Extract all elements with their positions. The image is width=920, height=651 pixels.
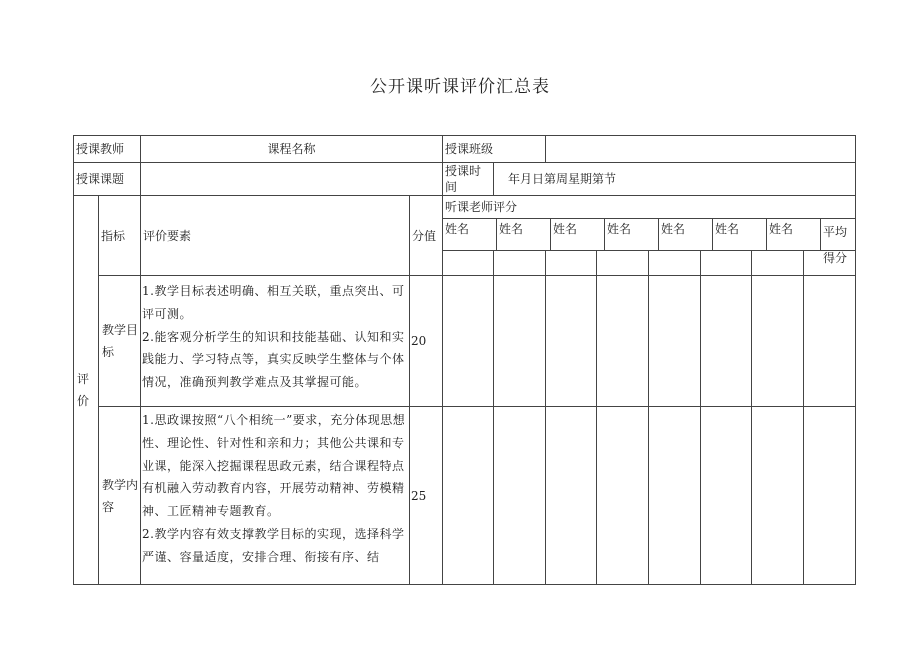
name-header-4: 姓名 <box>605 219 659 250</box>
rating-cell[interactable] <box>494 407 546 585</box>
class-label: 授课班级 <box>443 136 546 163</box>
listener-group <box>443 196 856 265</box>
rating-cell[interactable] <box>546 276 597 407</box>
avg-cell[interactable] <box>804 276 856 407</box>
indicator-cell: 教学内容 <box>99 407 141 585</box>
time-label: 授课时间 <box>443 163 494 196</box>
header-row-2 <box>74 163 856 196</box>
name-header-1: 姓名 <box>443 219 497 250</box>
rating-cell[interactable] <box>649 407 701 585</box>
criteria-cell: 1.思政课按照“八个相统一”要求，充分体现思想性、理论性、针对性和亲和力；其他公共课和专业课，能深入挖掘课程思政元素，结合课程特点有机融入劳动教育内容，开展劳动精神、劳模精神、工匠精神专题教育。 2.教学内容有效支撑教学目标的实现，选择科学严谨、容量适度，安排合理、衔接有序、结 <box>141 407 410 585</box>
page-title: 公开课听课评价汇总表 <box>370 77 550 97</box>
rating-cell[interactable] <box>649 276 701 407</box>
name-entry-2[interactable] <box>494 251 546 276</box>
score-header: 分值 <box>410 196 443 276</box>
name-header-7: 姓名 <box>767 219 821 250</box>
class-value[interactable] <box>546 136 856 163</box>
rating-cell[interactable] <box>597 407 649 585</box>
criteria-header: 评价要素 <box>141 196 410 276</box>
rating-cell[interactable] <box>597 276 649 407</box>
name-entry-6[interactable] <box>701 251 752 276</box>
rating-cell[interactable] <box>443 407 494 585</box>
score-cell: 20 <box>410 276 443 407</box>
name-header-strip <box>443 219 855 265</box>
name-entry-5[interactable] <box>649 251 701 276</box>
rating-cell[interactable] <box>752 276 804 407</box>
avg-header: 平均得分 <box>823 225 848 265</box>
eval-section-label: 评价 <box>74 196 99 585</box>
name-header-5: 姓名 <box>659 219 713 250</box>
name-header-6: 姓名 <box>713 219 767 250</box>
evaluation-table <box>73 135 856 585</box>
avg-cell[interactable] <box>804 407 856 585</box>
name-header-2: 姓名 <box>497 219 551 250</box>
name-header-3: 姓名 <box>551 219 605 250</box>
table-row <box>74 407 856 585</box>
name-entry-4[interactable] <box>597 251 649 276</box>
score-cell: 25 <box>410 407 443 585</box>
name-entry-3[interactable] <box>546 251 597 276</box>
listener-group-label: 听课老师评分 <box>443 196 855 219</box>
rating-cell[interactable] <box>546 407 597 585</box>
topic-label: 授课课题 <box>74 163 141 196</box>
course-name-label: 课程名称 <box>141 136 443 163</box>
column-header-row <box>74 196 856 251</box>
rating-cell[interactable] <box>701 407 752 585</box>
time-value: 年月日第周星期第节 <box>494 163 856 196</box>
table-row <box>74 276 856 407</box>
rating-cell[interactable] <box>443 276 494 407</box>
name-entry-7[interactable] <box>752 251 804 276</box>
topic-value[interactable] <box>141 163 443 196</box>
name-entry-1[interactable] <box>443 251 494 276</box>
header-row-1 <box>74 136 856 163</box>
teacher-label: 授课教师 <box>74 136 141 163</box>
criteria-cell: 1.教学目标表述明确、相互关联，重点突出、可评可测。 2.能客观分析学生的知识和技能基础、认知和实践能力、学习特点等，真实反映学生整体与个体情况，准确预判教学难点及其掌握可能。 <box>141 276 410 407</box>
indicator-header: 指标 <box>99 196 141 276</box>
rating-cell[interactable] <box>701 276 752 407</box>
rating-cell[interactable] <box>752 407 804 585</box>
indicator-cell: 教学目标 <box>99 276 141 407</box>
rating-cell[interactable] <box>494 276 546 407</box>
